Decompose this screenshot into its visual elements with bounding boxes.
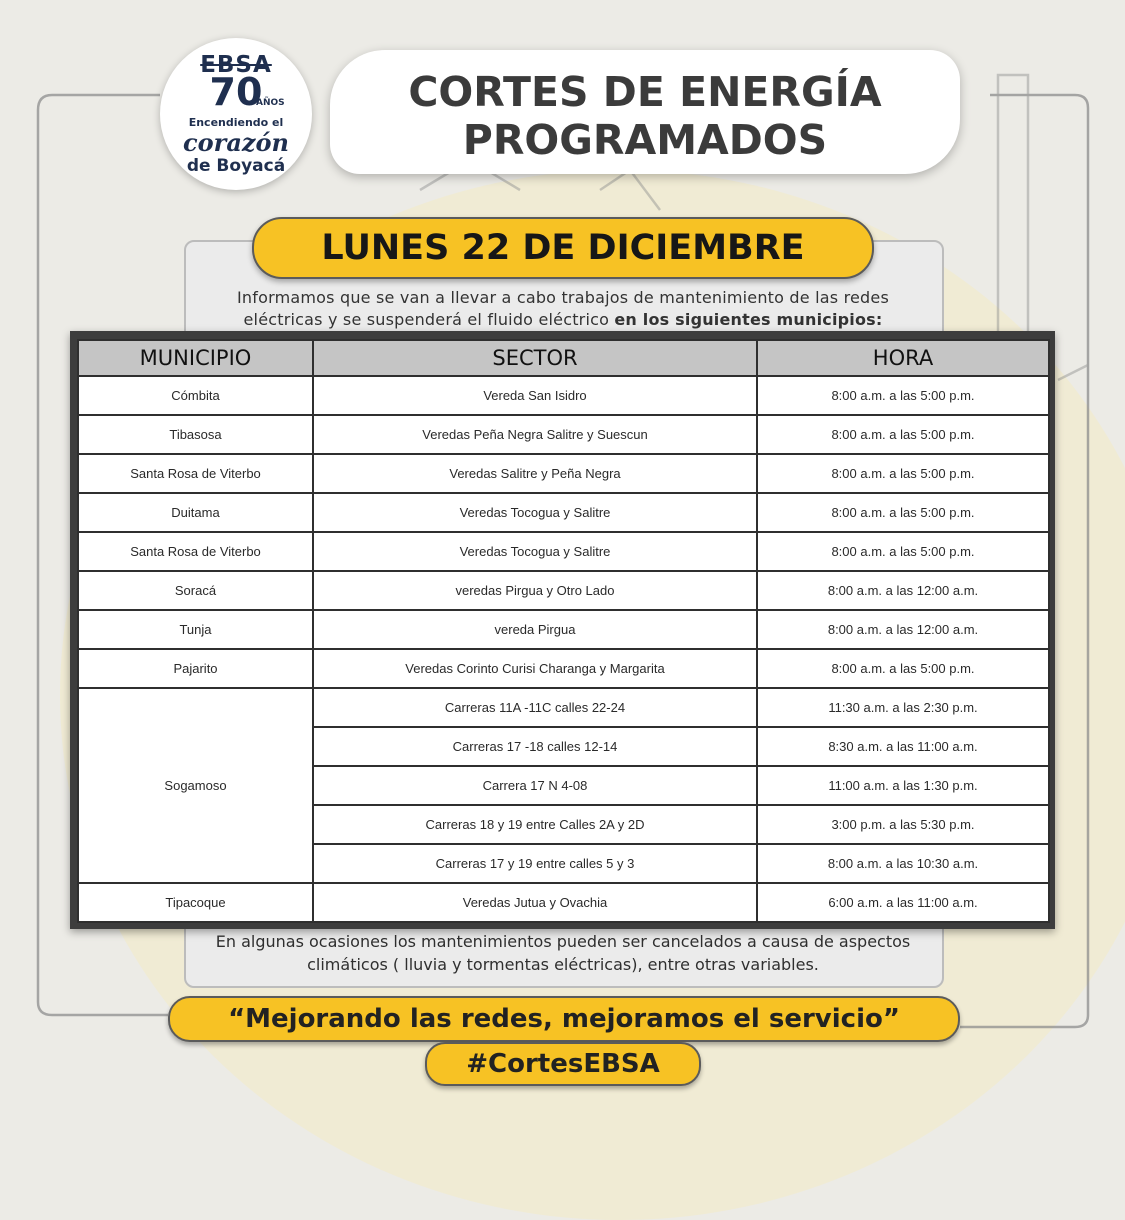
cell-municipio: Tibasosa	[78, 415, 313, 454]
date-banner: LUNES 22 DE DICIEMBRE	[252, 217, 874, 279]
cell-sector: Carreras 18 y 19 entre Calles 2A y 2D	[313, 805, 757, 844]
logo-years: 70	[209, 70, 263, 114]
cell-hora: 8:00 a.m. a las 5:00 p.m.	[757, 532, 1049, 571]
logo-years-label: AÑOS	[256, 98, 285, 108]
cell-hora: 3:00 p.m. a las 5:30 p.m.	[757, 805, 1049, 844]
table-row	[78, 883, 1049, 922]
table-row	[78, 649, 1049, 688]
cell-hora: 8:00 a.m. a las 10:30 a.m.	[757, 844, 1049, 883]
cell-sector: Veredas Corinto Curisi Charanga y Margarita	[313, 649, 757, 688]
cell-municipio: Duitama	[78, 493, 313, 532]
ebsa-logo	[160, 38, 312, 190]
cell-sector: Veredas Peña Negra Salitre y Suescun	[313, 415, 757, 454]
cell-sector: Carreras 17 y 19 entre calles 5 y 3	[313, 844, 757, 883]
cell-municipio: Soracá	[78, 571, 313, 610]
page-title	[330, 68, 960, 164]
logo-tagline-1: Encendiendo el	[188, 116, 284, 129]
cell-hora: 6:00 a.m. a las 11:00 a.m.	[757, 883, 1049, 922]
cell-municipio: Pajarito	[78, 649, 313, 688]
table-row	[78, 688, 1049, 727]
cell-municipio: Sogamoso	[78, 688, 313, 883]
cell-sector: Carreras 11A -11C calles 22-24	[313, 688, 757, 727]
cell-hora: 8:00 a.m. a las 5:00 p.m.	[757, 415, 1049, 454]
cell-sector: Vereda San Isidro	[313, 376, 757, 415]
intro-text-bold: en los siguientes municipios:	[614, 310, 883, 329]
page-title-line-2: PROGRAMADOS	[462, 116, 828, 164]
cell-sector: veredas Pirgua y Otro Lado	[313, 571, 757, 610]
page-title-line-1: CORTES DE ENERGÍA	[408, 68, 882, 116]
cell-sector: Veredas Jutua y Ovachia	[313, 883, 757, 922]
cell-municipio: Tipacoque	[78, 883, 313, 922]
cell-hora: 8:00 a.m. a las 5:00 p.m.	[757, 454, 1049, 493]
logo-tagline-3: de Boyacá	[186, 156, 286, 176]
header-municipio: MUNICIPIO	[78, 340, 313, 376]
table-row	[78, 610, 1049, 649]
logo-tagline-2: corazón	[183, 128, 289, 157]
cell-hora: 8:00 a.m. a las 5:00 p.m.	[757, 493, 1049, 532]
intro-text-main: Informamos que se van a llevar a cabo trabajos de mantenimiento de las redes eléctricas y se suspenderá el fluido eléctrico	[237, 288, 889, 329]
cell-sector: Veredas Tocogua y Salitre	[313, 493, 757, 532]
cell-municipio: Santa Rosa de Viterbo	[78, 454, 313, 493]
cell-sector: Veredas Tocogua y Salitre	[313, 532, 757, 571]
cell-municipio: Tunja	[78, 610, 313, 649]
cell-sector: Carreras 17 -18 calles 12-14	[313, 727, 757, 766]
table-row	[78, 493, 1049, 532]
cell-hora: 8:00 a.m. a las 12:00 a.m.	[757, 610, 1049, 649]
hashtag-banner: #CortesEBSA	[425, 1042, 701, 1086]
intro-text	[196, 287, 930, 331]
cell-sector: Veredas Salitre y Peña Negra	[313, 454, 757, 493]
cell-municipio: Cómbita	[78, 376, 313, 415]
cell-hora: 8:30 a.m. a las 11:00 a.m.	[757, 727, 1049, 766]
outage-table	[77, 339, 1050, 923]
cell-sector: Carrera 17 N 4-08	[313, 766, 757, 805]
table-row	[78, 532, 1049, 571]
cell-hora: 8:00 a.m. a las 12:00 a.m.	[757, 571, 1049, 610]
cell-hora: 8:00 a.m. a las 5:00 p.m.	[757, 376, 1049, 415]
cell-sector: vereda Pirgua	[313, 610, 757, 649]
slogan-banner: “Mejorando las redes, mejoramos el servicio”	[168, 996, 960, 1042]
cell-hora: 8:00 a.m. a las 5:00 p.m.	[757, 649, 1049, 688]
header-sector: SECTOR	[313, 340, 757, 376]
table-body	[78, 376, 1049, 922]
table-header-row	[78, 340, 1049, 376]
table-row	[78, 571, 1049, 610]
header-hora: HORA	[757, 340, 1049, 376]
table-row	[78, 376, 1049, 415]
table-row	[78, 454, 1049, 493]
cell-hora: 11:00 a.m. a las 1:30 p.m.	[757, 766, 1049, 805]
logo-brand: EBSA	[200, 52, 272, 78]
table-row	[78, 415, 1049, 454]
cell-municipio: Santa Rosa de Viterbo	[78, 532, 313, 571]
disclaimer-note: En algunas ocasiones los mantenimientos pueden ser cancelados a causa de aspectos climáticos ( lluvia y tormentas eléctricas), entre otras variables.	[215, 932, 911, 974]
cell-hora: 11:30 a.m. a las 2:30 p.m.	[757, 688, 1049, 727]
